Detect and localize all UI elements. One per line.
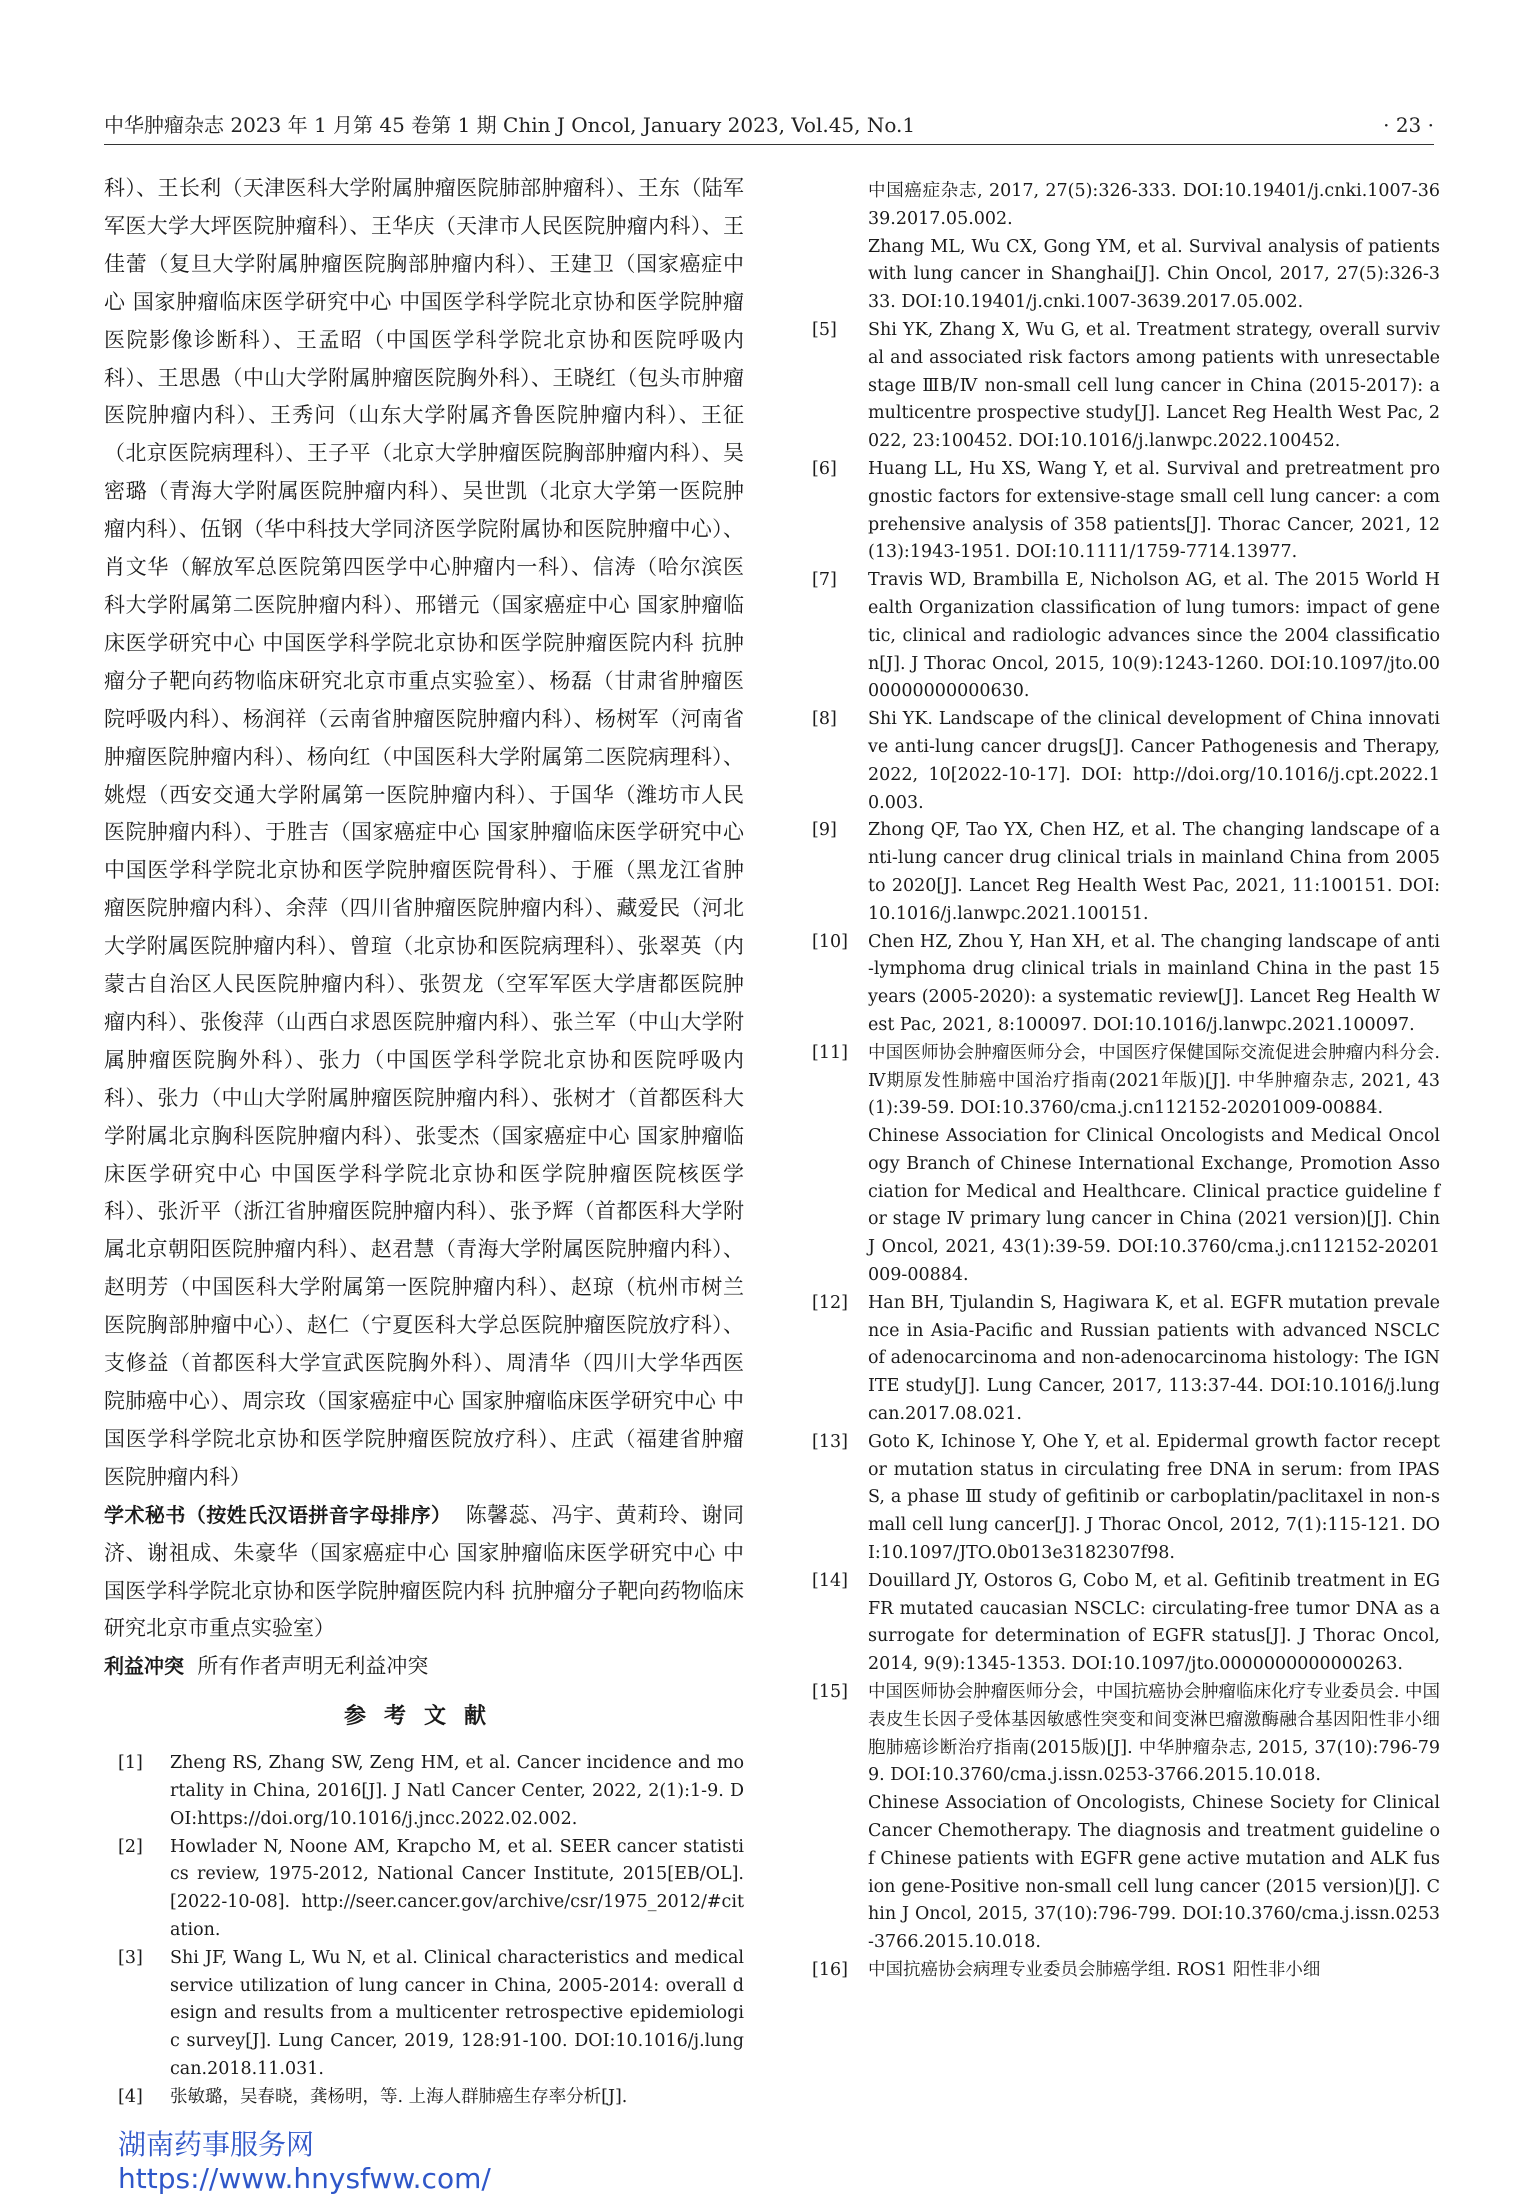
- reference-number: [1]: [118, 1753, 143, 1774]
- reference-text: Shi YK. Landscape of the clinical development of China innovative anti-lung cancer drugs[J]. Cancer Pathogenesis and Therapy, 2022, 10[2022-10-17]. DOI: http://doi.org/10.1016/j.cpt.2022.10.003.: [868, 709, 1440, 813]
- running-header: [104, 110, 1434, 140]
- reference-text: Travis WD, Brambilla E, Nicholson AG, et al. The 2015 World Health Organization classification of lung tumors: impact of genetic, clinical and radiologic advances since the 2004 classification[J]. J Thorac Oncol, 2015, 10(9):1243-1260. DOI:10.1097/jto.0000000000000630.: [868, 570, 1440, 702]
- reference-text: Douillard JY, Ostoros G, Cobo M, et al. Gefitinib treatment in EGFR mutated caucasian NSCLC: circulating-free tumor DNA as a surrogate for determination of EGFR status[J]. J Thorac Oncol, 2014, 9(9):1345-1353. DOI:10.1097/jto.0000000000000263.: [868, 1570, 1440, 1675]
- watermark: [118, 2128, 491, 2196]
- committee-list: 科）、王长利（天津医科大学附属肿瘤医院肺部肿瘤科）、王东（陆军军医大学大坪医院肿瘤科）、王华庆（天津市人民医院肿瘤内科）、王佳蕾（复旦大学附属肿瘤医院胸部肿瘤内科）、王建卫（国家癌症中心 国家肿瘤临床医学研究中心 中国医学科学院北京协和医学院肿瘤医院影像诊断科）、王孟昭（中国医学科学院北京协和医院呼吸内科）、王思愚（中山大学附属肿瘤医院胸外科）、王晓红（包头市肿瘤医院肿瘤内科）、王秀问（山东大学附属齐鲁医院肿瘤内科）、王征（北京医院病理科）、王子平（北京大学肿瘤医院胸部肿瘤内科）、吴密璐（青海大学附属医院肿瘤内科）、吴世凯（北京大学第一医院肿瘤内科）、伍钢（华中科技大学同济医学院附属协和医院肿瘤中心）、肖文华（解放军总医院第四医学中心肿瘤内一科）、信涛（哈尔滨医科大学附属第二医院肿瘤内科）、邢镨元（国家癌症中心 国家肿瘤临床医学研究中心 中国医学科学院北京协和医学院肿瘤医院内科 抗肿瘤分子靶向药物临床研究北京市重点实验室）、杨磊（甘肃省肿瘤医院呼吸内科）、杨润祥（云南省肿瘤医院肿瘤内科）、杨树军（河南省肿瘤医院肿瘤内科）、杨向红（中国医科大学附属第二医院病理科）、姚煜（西安交通大学附属第一医院肿瘤内科）、于国华（潍坊市人民医院肿瘤内科）、于胜吉（国家癌症中心 国家肿瘤临床医学研究中心 中国医学科学院北京协和医学院肿瘤医院骨科）、于雁（黑龙江省肿瘤医院肿瘤内科）、余萍（四川省肿瘤医院肿瘤内科）、藏爱民（河北大学附属医院肿瘤内科）、曾瑄（北京协和医院病理科）、张翠英（内蒙古自治区人民医院肿瘤内科）、张贺龙（空军军医大学唐都医院肿瘤内科）、张俊萍（山西白求恩医院肿瘤内科）、张兰军（中山大学附属肿瘤医院胸外科）、张力（中国医学科学院北京协和医院呼吸内科）、张力（中山大学附属肿瘤医院肿瘤内科）、张树才（首都医科大学附属北京胸科医院肿瘤内科）、张雯杰（国家癌症中心 国家肿瘤临床医学研究中心 中国医学科学院北京协和医学院肿瘤医院核医学科）、张沂平（浙江省肿瘤医院肿瘤内科）、张予辉（首都医科大学附属北京朝阳医院肿瘤内科）、赵君慧（青海大学附属医院肿瘤内科）、赵明芳（中国医科大学附属第一医院肿瘤内科）、赵琼（杭州市树兰医院胸部肿瘤中心）、赵仁（宁夏医科大学总医院肿瘤医院放疗科）、支修益（首都医科大学宣武医院胸外科）、周清华（四川大学华西医院肺癌中心）、周宗玫（国家癌症中心 国家肿瘤临床医学研究中心 中国医学科学院北京协和医学院肿瘤医院放疗科）、庄武（福建省肿瘤医院肿瘤内科）: [104, 176, 744, 1489]
- reference-text: Chen HZ, Zhou Y, Han XH, et al. The changing landscape of anti-lymphoma drug clinical trials in mainland China in the past 15 years (2005-2020): a systematic review[J]. Lancet Reg Health West Pac, 2021, 8:100097. DOI:10.1016/j.lanwpc.2021.100097.: [868, 931, 1440, 1035]
- reference-item: [104, 1945, 744, 2084]
- reference-text: Huang LL, Hu XS, Wang Y, et al. Survival and pretreatment prognostic factors for extensive-stage small cell lung cancer: a comprehensive analysis of 358 patients[J]. Thorac Cancer, 2021, 12(13):1943-1951. DOI:10.1111/1759-7714.13977.: [868, 458, 1440, 563]
- reference-item: [812, 317, 1440, 456]
- reference-text: Han BH, Tjulandin S, Hagiwara K, et al. EGFR mutation prevalence in Asia-Pacific and Russian patients with advanced NSCLC of adenocarcinoma and non-adenocarcinoma histology: The IGNITE study[J]. Lung Cancer, 2017, 113:37-44. DOI:10.1016/j.lungcan.2017.08.021.: [868, 1292, 1440, 1425]
- reference-list-left: [104, 1750, 744, 2111]
- reference-english-text: Zhang ML, Wu CX, Gong YM, et al. Survival analysis of patients with lung cancer in Shanghai[J]. Chin Oncol, 2017, 27(5):326-333. DOI:10.19401/j.cnki.1007-3639.2017.05.002.: [868, 236, 1440, 313]
- reference-item: [812, 1290, 1440, 1429]
- header-divider: [104, 144, 1434, 145]
- reference-number: [8]: [812, 709, 837, 730]
- reference-number: [16]: [812, 1960, 848, 1980]
- reference-list-right: [812, 178, 1440, 1985]
- reference-english-text: Chinese Association of Oncologists, Chinese Society for Clinical Cancer Chemotherapy. The diagnosis and treatment guideline of Chinese patients with EGFR gene active mutation and ALK fusion gene-Positive non-small cell lung cancer (2015 version)[J]. Chin J Oncol, 2015, 37(10):796-799. DOI:10.3760/cma.j.issn.0253-3766.2015.10.018.: [868, 1793, 1440, 1953]
- secretary-paragraph: [104, 1497, 744, 1649]
- reference-number: [11]: [812, 1042, 848, 1063]
- reference-item: [812, 1957, 1440, 1985]
- reference-text: 中国癌症杂志, 2017, 27(5):326-333. DOI:10.19401/j.cnki.1007-3639.2017.05.002.: [868, 181, 1440, 229]
- journal-citation: 中华肿瘤杂志 2023 年 1 月第 45 卷第 1 期 Chin J Oncol, January 2023, Vol.45, No.1: [104, 113, 916, 137]
- reference-item: [812, 929, 1440, 1040]
- reference-number: [2]: [118, 1836, 143, 1857]
- reference-number: [9]: [812, 820, 837, 841]
- reference-item: [104, 1750, 744, 1833]
- reference-text: 中国医师协会肿瘤医师分会，中国抗癌协会肿瘤临床化疗专业委员会. 中国表皮生长因子受体基因敏感性突变和间变淋巴瘤激酶融合基因阳性非小细胞肺癌诊断治疗指南(2015版)[J]. 中华肿瘤杂志, 2015, 37(10):796-799. DOI:10.3760/cma.j.issn.0253-3766.2015.10.018.: [868, 1682, 1440, 1786]
- reference-number: [6]: [812, 458, 837, 479]
- reference-number: [13]: [812, 1431, 848, 1452]
- reference-number: [5]: [812, 319, 837, 340]
- reference-text: 中国抗癌协会病理专业委员会肺癌学组. ROS1 阳性非小细: [868, 1960, 1321, 1980]
- reference-text: Goto K, Ichinose Y, Ohe Y, et al. Epidermal growth factor receptor mutation status in circulating free DNA in serum: from IPASS, a phase Ⅲ study of gefitinib or carboplatin/paclitaxel in non-small cell lung cancer[J]. J Thorac Oncol, 2012, 7(1):115-121. DOI:10.1097/JTO.0b013e3182307f98.: [868, 1431, 1440, 1564]
- reference-number: [4]: [118, 2086, 143, 2107]
- reference-number: [3]: [118, 1947, 143, 1968]
- reference-english-text: Chinese Association for Clinical Oncologists and Medical Oncology Branch of Chinese International Exchange, Promotion Association for Medical and Healthcare. Clinical practice guideline for stage Ⅳ primary lung cancer in China (2021 version)[J]. Chin J Oncol, 2021, 43(1):39-59. DOI:10.3760/cma.j.cn112152-20201009-00884.: [868, 1126, 1440, 1286]
- reference-number: [10]: [812, 931, 848, 952]
- reference-number: [14]: [812, 1570, 848, 1591]
- reference-item: [812, 1679, 1440, 1957]
- reference-text: Zhong QF, Tao YX, Chen HZ, et al. The changing landscape of anti-lung cancer drug clinical trials in mainland China from 2005 to 2020[J]. Lancet Reg Health West Pac, 2021, 11:100151. DOI:10.1016/j.lanwpc.2021.100151.: [868, 820, 1440, 924]
- references-heading: 参考文献: [343, 1704, 504, 1730]
- watermark-url: https://www.hnysfww.com/: [118, 2162, 491, 2195]
- reference-number: [15]: [812, 1682, 848, 1703]
- reference-number: [12]: [812, 1292, 848, 1313]
- left-column: [104, 170, 744, 2112]
- reference-item: [812, 456, 1440, 567]
- reference-text: 张敏璐，吴春晓，龚杨明，等. 上海人群肺癌生存率分析[J].: [170, 2086, 628, 2107]
- reference-text: Shi YK, Zhang X, Wu G, et al. Treatment strategy, overall survival and associated risk factors among patients with unresectable stage ⅢB/Ⅳ non-small cell lung cancer in China (2015-2017): a multicentre prospective study[J]. Lancet Reg Health West Pac, 2022, 23:100452. DOI:10.1016/j.lanwpc.2022.100452.: [868, 319, 1440, 452]
- right-column: [812, 178, 1440, 1985]
- secretary-names: 陈馨蕊、冯宇、黄莉玲、谢同济、谢祖成、朱豪华（国家癌症中心 国家肿瘤临床医学研究中心 中国医学科学院北京协和医学院肿瘤医院内科 抗肿瘤分子靶向药物临床研究北京市重点实验室）: [104, 1502, 744, 1641]
- reference-item: [812, 1040, 1440, 1290]
- reference-item: [812, 567, 1440, 706]
- reference-item-continued: [812, 178, 1440, 317]
- reference-text: Zheng RS, Zhang SW, Zeng HM, et al. Cancer incidence and mortality in China, 2016[J]. J Natl Cancer Center, 2022, 2(1):1-9. DOI:https://doi.org/10.1016/j.jncc.2022.02.002.: [170, 1753, 744, 1829]
- reference-text: 中国医师协会肿瘤医师分会，中国医疗保健国际交流促进会肿瘤内科分会. Ⅳ期原发性肺癌中国治疗指南(2021年版)[J]. 中华肿瘤杂志, 2021, 43(1):39-59. DOI:10.3760/cma.j.cn112152-20201009-00884.: [868, 1042, 1440, 1119]
- reference-text: Shi JF, Wang L, Wu N, et al. Clinical characteristics and medical service utilization of lung cancer in China, 2005-2014: overall design and results from a multicenter retrospective epidemiologic survey[J]. Lung Cancer, 2019, 128:91-100. DOI:10.1016/j.lungcan.2018.11.031.: [170, 1947, 744, 2080]
- reference-item: [812, 817, 1440, 928]
- secretary-label: 学术秘书（按姓氏汉语拼音字母排序）: [104, 1502, 452, 1527]
- conflict-label: 利益冲突: [104, 1654, 184, 1679]
- reference-item: [812, 1429, 1440, 1568]
- conflict-statement: 所有作者声明无利益冲突: [197, 1654, 429, 1679]
- reference-item: [812, 706, 1440, 817]
- reference-item: [812, 1568, 1440, 1679]
- page-number: · 23 ·: [1383, 113, 1434, 137]
- conflict-paragraph: [104, 1648, 744, 1686]
- reference-item: [104, 1834, 744, 1945]
- reference-number: [7]: [812, 570, 837, 591]
- reference-item: [104, 2084, 744, 2112]
- reference-text: Howlader N, Noone AM, Krapcho M, et al. SEER cancer statistics review, 1975-2012, National Cancer Institute, 2015[EB/OL]. [2022-10-08]. http://seer.cancer.gov/archive/csr/1975_2012/#citation.: [170, 1836, 744, 1941]
- watermark-site-name: 湖南药事服务网: [118, 2128, 315, 2161]
